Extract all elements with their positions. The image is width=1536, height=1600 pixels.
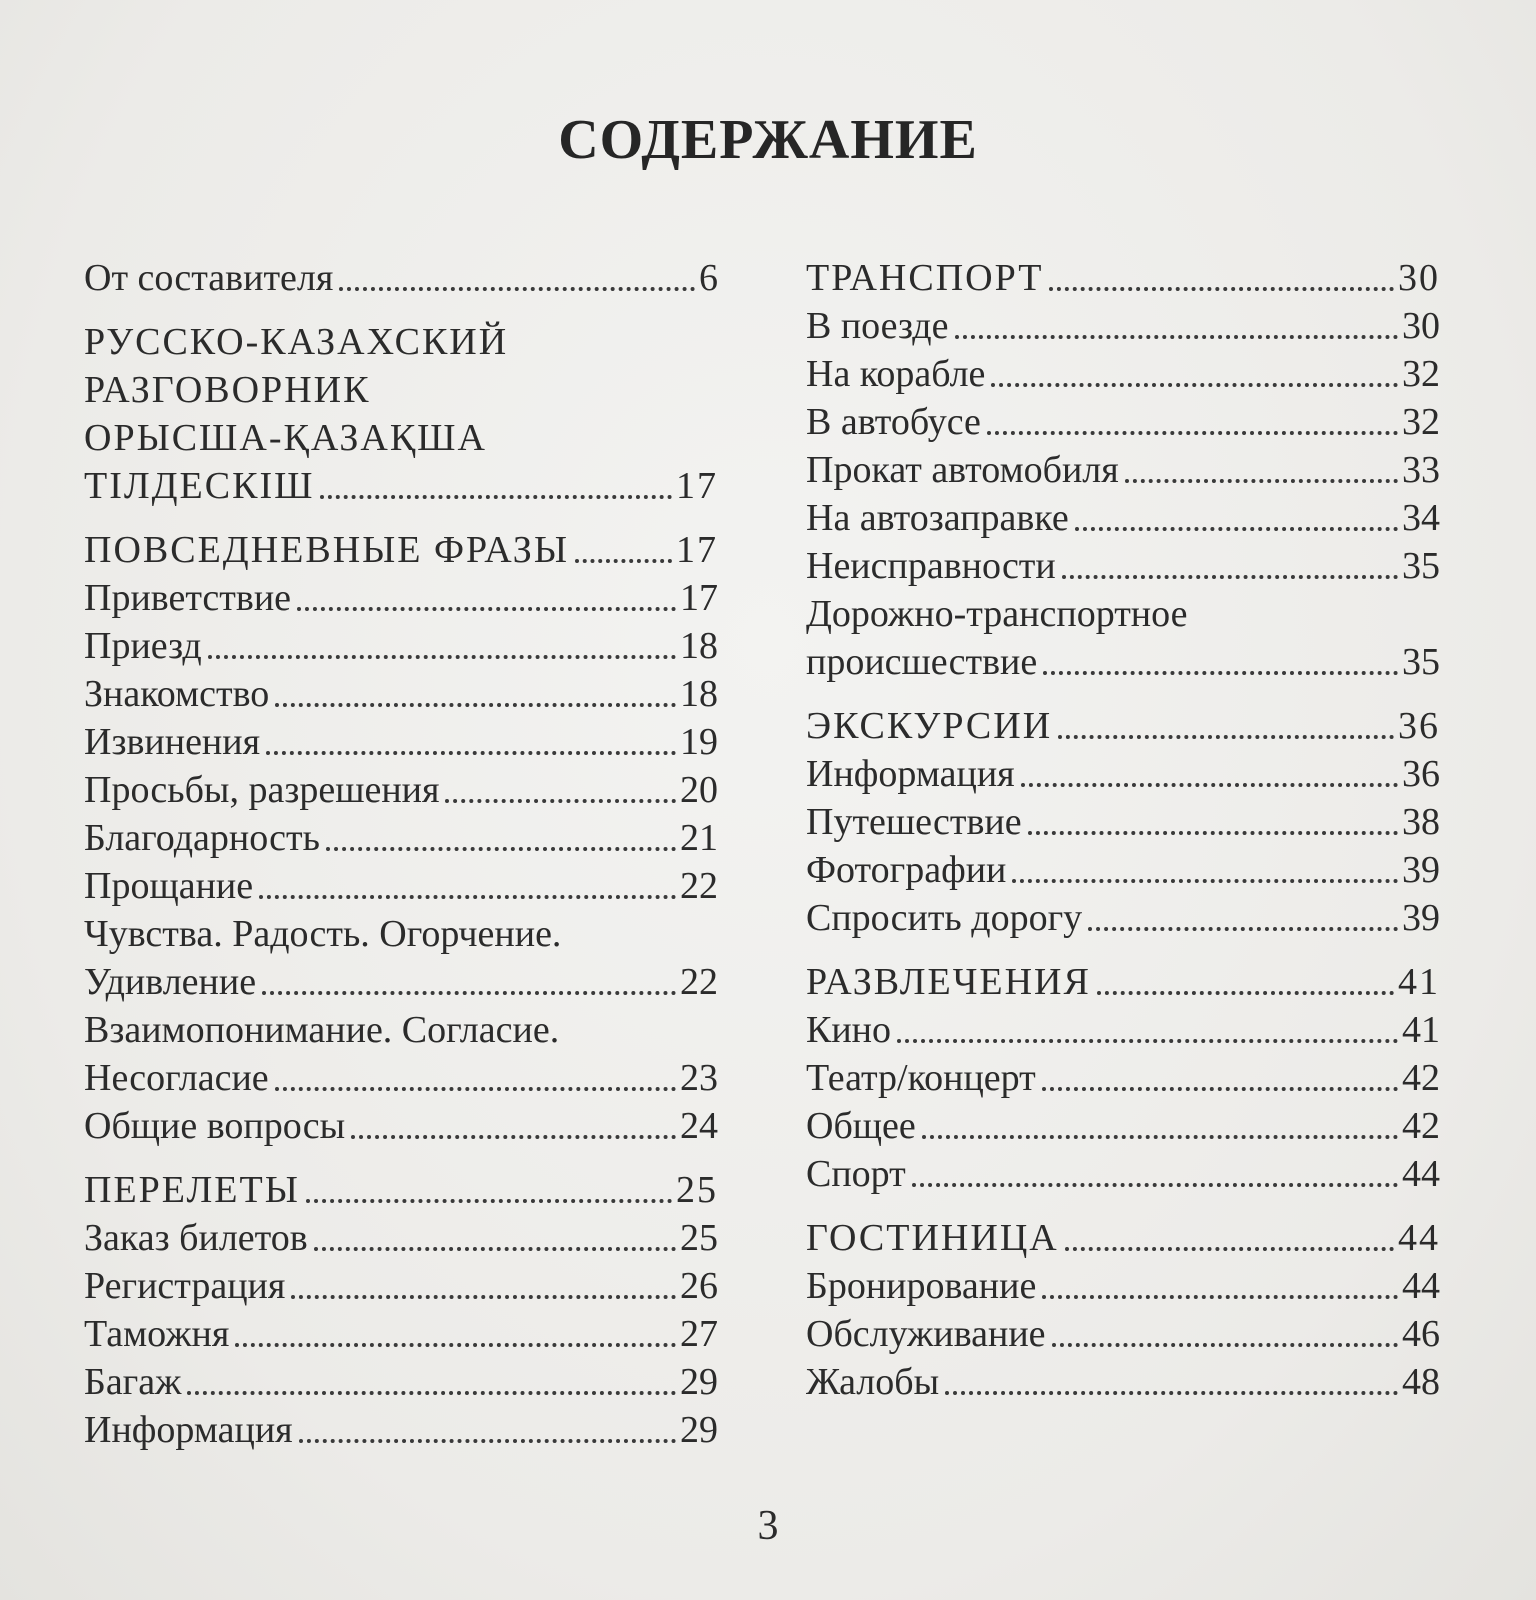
toc-entry-title: Прокат автомобиля: [806, 449, 1119, 491]
toc-entry-title: Багаж: [84, 1361, 182, 1403]
toc-entry-page-number: 42: [1402, 1105, 1440, 1147]
toc-entry-title: ПЕРЕЛЕТЫ: [84, 1169, 300, 1211]
toc-entry-title: В автобусе: [806, 401, 981, 443]
toc-entry-title: Приветствие: [84, 577, 292, 619]
toc-right-column: [806, 254, 1440, 1406]
dot-leader: [351, 1102, 676, 1150]
toc-entry-page-number: 32: [1402, 401, 1440, 443]
toc-entry-page-number: 46: [1402, 1313, 1440, 1355]
toc-entry-page-number: 29: [680, 1409, 718, 1451]
dot-leader: [445, 766, 676, 814]
toc-entry: [806, 1054, 1440, 1102]
toc-entry-page-number: 36: [1398, 705, 1440, 747]
dot-leader: [1125, 446, 1398, 494]
dot-leader: [1042, 1054, 1398, 1102]
toc-entry: [84, 910, 718, 1006]
dot-leader: [320, 462, 672, 510]
toc-entry-page-number: 18: [680, 673, 718, 715]
toc-entry-last-line: [84, 462, 718, 510]
toc-entry-page-number: 18: [680, 625, 718, 667]
toc-entry: [806, 542, 1440, 590]
toc-entry-title: ГОСТИНИЦА: [806, 1217, 1059, 1259]
dot-leader: [945, 1358, 1398, 1406]
toc-entry: [806, 1262, 1440, 1310]
toc-entry: [84, 1358, 718, 1406]
toc-entry-title: ТІЛДЕСКІШ: [84, 465, 315, 507]
toc-section-entry: [84, 526, 718, 574]
toc-entry-title: Удивление: [84, 961, 257, 1003]
toc-entry-title-line: Чувства. Радость. Огорчение.: [84, 913, 562, 955]
toc-entry-page-number: 17: [676, 465, 718, 507]
toc-entry-title: Общее: [806, 1105, 916, 1147]
toc-entry-title: Кино: [806, 1009, 892, 1051]
dot-leader: [1088, 894, 1398, 942]
toc-entry-title: РАЗВЛЕЧЕНИЯ: [806, 961, 1091, 1003]
toc-entry-title: Заказ билетов: [84, 1217, 308, 1259]
toc-entry-title: Информация: [84, 1409, 293, 1451]
dot-leader: [1012, 846, 1398, 894]
dot-leader: [1058, 702, 1394, 750]
toc-entry: [84, 574, 718, 622]
toc-entry-page-number: 22: [680, 865, 718, 907]
dot-leader: [1049, 254, 1394, 302]
toc-entry-page-number: 30: [1402, 305, 1440, 347]
page-number: 3: [757, 1503, 779, 1549]
toc-entry-page-number: 33: [1402, 449, 1440, 491]
toc-entry-page-number: 17: [676, 529, 718, 571]
dot-leader: [314, 1214, 676, 1262]
toc-entry-title: Информация: [806, 753, 1015, 795]
toc-entry-title: Просьбы, разрешения: [84, 769, 440, 811]
dot-leader: [987, 398, 1398, 446]
toc-entry-title: Приезд: [84, 625, 202, 667]
toc-section-entry: [806, 958, 1440, 1006]
toc-left-column: [84, 254, 718, 1454]
dot-leader: [1028, 798, 1398, 846]
toc-entry-title: Спросить дорогу: [806, 897, 1083, 939]
toc-entry-title-line: РАЗГОВОРНИК: [84, 369, 371, 411]
toc-entry-page-number: 23: [680, 1057, 718, 1099]
toc-entry: [806, 846, 1440, 894]
toc-entry-title: ТРАНСПОРТ: [806, 257, 1044, 299]
toc-entry: [806, 302, 1440, 350]
toc-entry-page-number: 38: [1402, 801, 1440, 843]
dot-leader: [275, 1054, 676, 1102]
dot-leader: [208, 622, 676, 670]
toc-entry-page-number: 25: [676, 1169, 718, 1211]
dot-leader: [262, 958, 676, 1006]
dot-leader: [1043, 638, 1398, 686]
dot-leader: [1052, 1310, 1398, 1358]
toc-entry-page-number: 44: [1402, 1265, 1440, 1307]
toc-entry: [84, 1262, 718, 1310]
dot-leader: [299, 1406, 676, 1454]
toc-entry-title: Несогласие: [84, 1057, 269, 1099]
dot-leader: [1075, 494, 1398, 542]
dot-leader: [235, 1310, 676, 1358]
toc-entry: [84, 718, 718, 766]
toc-entry: [806, 1150, 1440, 1198]
toc-entry: [806, 798, 1440, 846]
toc-entry: [84, 622, 718, 670]
toc-entry: [84, 1310, 718, 1358]
toc-entry-title: ПОВСЕДНЕВНЫЕ ФРАЗЫ: [84, 529, 569, 571]
dot-leader: [575, 526, 672, 574]
dot-leader: [266, 718, 676, 766]
toc-entry: [84, 670, 718, 718]
toc-entry-page-number: 6: [699, 257, 718, 299]
dot-leader: [275, 670, 676, 718]
toc-entry-page-number: 21: [680, 817, 718, 859]
toc-entry-page-number: 34: [1402, 497, 1440, 539]
toc-entry: [806, 590, 1440, 686]
toc-entry-title-line: Взаимопонимание. Согласие.: [84, 1009, 560, 1051]
toc-entry-title-line: ОРЫСША-ҚАЗАҚША: [84, 417, 487, 459]
toc-entry-title: На автозаправке: [806, 497, 1069, 539]
toc-entry-page-number: 26: [680, 1265, 718, 1307]
toc-entry: [84, 1214, 718, 1262]
toc-entry-page-number: 27: [680, 1313, 718, 1355]
dot-leader: [326, 814, 676, 862]
toc-entry-title: Театр/концерт: [806, 1057, 1036, 1099]
toc-entry-title: На корабле: [806, 353, 986, 395]
toc-entry-title: Неисправности: [806, 545, 1056, 587]
toc-entry-page-number: 35: [1402, 545, 1440, 587]
toc-entry-page-number: 30: [1398, 257, 1440, 299]
toc-entry-page-number: 44: [1398, 1217, 1440, 1259]
dot-leader: [291, 1262, 676, 1310]
dot-leader: [297, 574, 676, 622]
dot-leader: [922, 1102, 1398, 1150]
toc-entry-page-number: 36: [1402, 753, 1440, 795]
dot-leader: [1065, 1214, 1394, 1262]
toc-entry-page-number: 22: [680, 961, 718, 1003]
toc-entry-title: Бронирование: [806, 1265, 1037, 1307]
toc-section-entry: [806, 254, 1440, 302]
toc-entry-page-number: 39: [1402, 897, 1440, 939]
toc-section-entry: [84, 1166, 718, 1214]
dot-leader: [187, 1358, 676, 1406]
dot-leader: [1021, 750, 1398, 798]
toc-entry-last-line: [84, 958, 718, 1006]
toc-entry-title: Таможня: [84, 1313, 230, 1355]
toc-entry-title-line: РУССКО-КАЗАХСКИЙ: [84, 321, 509, 363]
toc-entry-page-number: 39: [1402, 849, 1440, 891]
toc-entry: [806, 1310, 1440, 1358]
toc-entry-title: Извинения: [84, 721, 261, 763]
toc-entry-title: происшествие: [806, 641, 1038, 683]
toc-entry: [84, 766, 718, 814]
toc-entry-page-number: 32: [1402, 353, 1440, 395]
toc-section-entry: [806, 1214, 1440, 1262]
toc-entry-title: Общие вопросы: [84, 1105, 346, 1147]
toc-entry-title: От составителя: [84, 257, 334, 299]
toc-entry-page-number: 41: [1398, 961, 1440, 1003]
toc-entry-page-number: 20: [680, 769, 718, 811]
toc-entry: [806, 1102, 1440, 1150]
toc-entry-page-number: 17: [680, 577, 718, 619]
toc-entry-title: Благодарность: [84, 817, 320, 859]
dot-leader: [259, 862, 676, 910]
toc-entry-title: Спорт: [806, 1153, 906, 1195]
dot-leader: [912, 1150, 1398, 1198]
toc-entry-title: ЭКСКУРСИИ: [806, 705, 1053, 747]
toc-entry-last-line: [806, 638, 1440, 686]
toc-entry-page-number: 41: [1402, 1009, 1440, 1051]
toc-entry: [806, 494, 1440, 542]
dot-leader: [306, 1166, 672, 1214]
toc-entry: [806, 894, 1440, 942]
dot-leader: [1062, 542, 1398, 590]
toc-entry: [806, 1006, 1440, 1054]
toc-entry-title: Регистрация: [84, 1265, 286, 1307]
toc-entry: [84, 1006, 718, 1102]
toc-entry-title: Путешествие: [806, 801, 1022, 843]
toc-entry: [84, 254, 718, 302]
toc-entry-page-number: 44: [1402, 1153, 1440, 1195]
toc-entry-title: Прощание: [84, 865, 254, 907]
toc-entry: [84, 1406, 718, 1454]
toc-entry-page-number: 19: [680, 721, 718, 763]
toc-entry-page-number: 48: [1402, 1361, 1440, 1403]
toc-entry-page-number: 42: [1402, 1057, 1440, 1099]
dot-leader: [339, 254, 695, 302]
toc-entry: [84, 862, 718, 910]
toc-entry: [806, 750, 1440, 798]
toc-entry-last-line: [84, 1054, 718, 1102]
dot-leader: [991, 350, 1398, 398]
toc-entry-page-number: 29: [680, 1361, 718, 1403]
toc-entry-title: Знакомство: [84, 673, 270, 715]
toc-entry-title-line: Дорожно-транспортное: [806, 593, 1188, 635]
toc-entry: [806, 398, 1440, 446]
dot-leader: [897, 1006, 1398, 1054]
toc-entry-title: Обслуживание: [806, 1313, 1046, 1355]
dot-leader: [1042, 1262, 1398, 1310]
toc-section-entry: [84, 318, 718, 510]
toc-entry: [806, 1358, 1440, 1406]
toc-entry-page-number: 24: [680, 1105, 718, 1147]
toc-entry-page-number: 25: [680, 1217, 718, 1259]
toc-entry: [84, 814, 718, 862]
toc-entry: [806, 446, 1440, 494]
toc-entry-page-number: 35: [1402, 641, 1440, 683]
page-title: СОДЕРЖАНИЕ: [558, 109, 978, 171]
toc-entry-title: Фотографии: [806, 849, 1007, 891]
dot-leader: [1097, 958, 1394, 1006]
toc-entry-title: Жалобы: [806, 1361, 940, 1403]
dot-leader: [955, 302, 1399, 350]
toc-entry: [84, 1102, 718, 1150]
toc-entry: [806, 350, 1440, 398]
toc-section-entry: [806, 702, 1440, 750]
toc-entry-title: В поезде: [806, 305, 949, 347]
